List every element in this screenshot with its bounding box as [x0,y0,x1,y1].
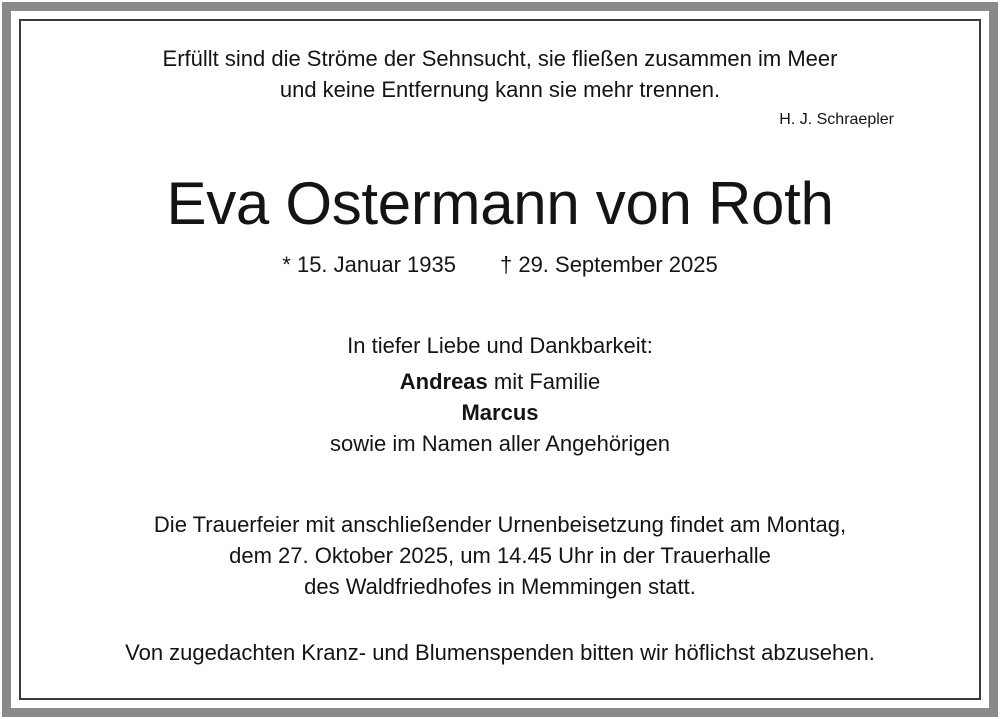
life-dates [0,251,1000,279]
mourner-2 [0,399,1000,427]
mourner-1-suffix: mit Familie [487,369,601,394]
death-date: † 29. September 2025 [499,252,718,277]
mourner-1-name: Andreas [399,369,488,394]
mourners-intro: In tiefer Liebe und Dankbarkeit: [347,333,653,358]
mourner-1 [0,368,1000,396]
deceased-name: Eva Ostermann von Roth [166,170,834,237]
quote-line-1: Erfüllt sind die Ströme der Sehnsucht, sie fließen zusammen im Meer [162,46,838,71]
birth-date: * 15. Januar 1935 [282,252,456,277]
quote-author: H. J. Schraepler [779,111,894,128]
mourner-2-name: Marcus [461,400,539,425]
funeral-line-3: des Waldfriedhofes in Memmingen statt. [304,574,696,599]
mourners-others: sowie im Namen aller Angehörigen [330,431,670,456]
quote-line-2: und keine Entfernung kann sie mehr trennen. [279,77,721,102]
funeral-line-2: dem 27. Oktober 2025, um 14.45 Uhr in der Trauerhalle [229,543,771,568]
flower-note: Von zugedachten Kranz- und Blumenspenden bitten wir höflichst abzusehen. [125,640,875,665]
funeral-line-1: Die Trauerfeier mit anschließender Urnenbeisetzung findet am Montag, [153,512,847,537]
